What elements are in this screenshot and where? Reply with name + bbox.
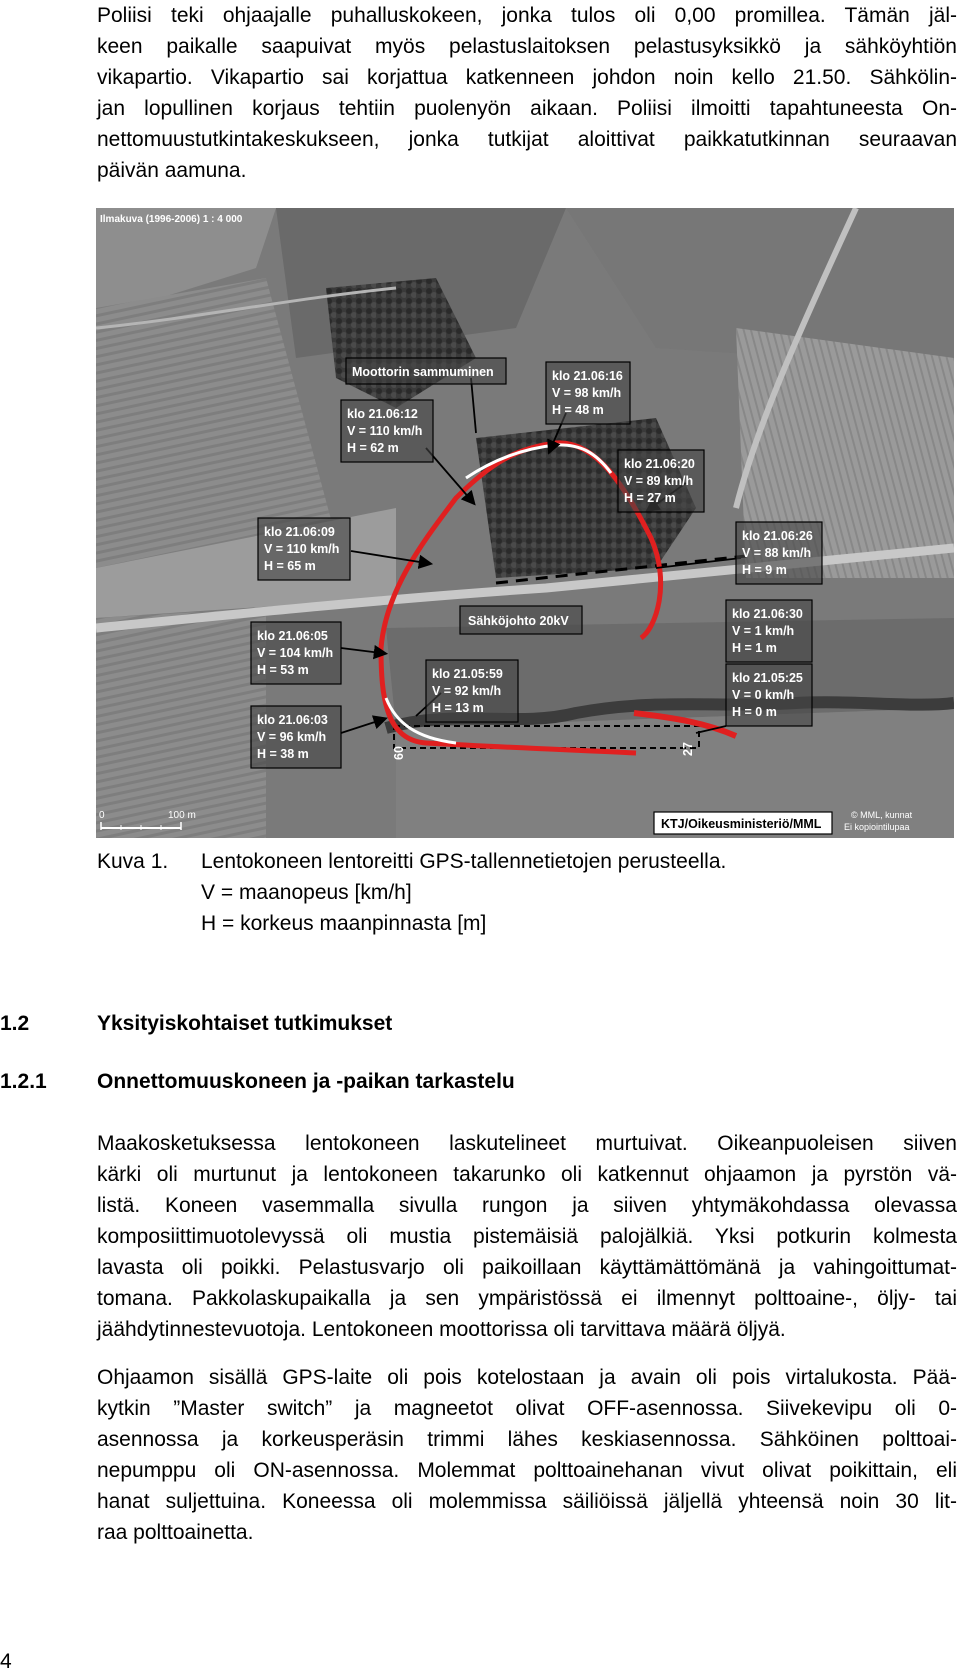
text-line: Maakosketuksessa lentokoneen laskutelineet murtuivat. Oikeanpuoleisen siiven xyxy=(97,1132,957,1155)
scale-start-label: 0 xyxy=(99,810,105,821)
point-label xyxy=(251,706,341,768)
point-speed: V = 89 km/h xyxy=(624,474,694,488)
point-speed: V = 1 km/h xyxy=(732,624,795,638)
point-label xyxy=(426,660,518,722)
point-label xyxy=(546,362,630,424)
label-engine-stop xyxy=(346,358,506,384)
text-line: asennossa ja korkeusperäsin trimmi lähes keskiasennossa. Sähköinen polttoai- xyxy=(97,1428,957,1451)
point-height: H = 62 m xyxy=(347,441,399,455)
point-time: klo 21.06:05 xyxy=(257,629,328,643)
point-speed: V = 96 km/h xyxy=(257,730,327,744)
text-line: Poliisi teki ohjaajalle puhalluskokeen, jonka tulos oli 0,00 promillea. Tämän jäl- xyxy=(97,4,957,27)
point-height: H = 38 m xyxy=(257,747,309,761)
text-line: jan lopullinen korjaus tehtiin puolenyön aikaan. Poliisi ilmoitti tapahtuneesta On- xyxy=(97,97,957,120)
point-speed: V = 110 km/h xyxy=(264,542,340,556)
point-time: klo 21.06:20 xyxy=(624,457,695,471)
point-speed: V = 88 km/h xyxy=(742,546,812,560)
point-time: klo 21.05:59 xyxy=(432,667,503,681)
runway-end-number: 27 xyxy=(681,742,695,756)
credit-box xyxy=(654,812,832,834)
subsection-number: 1.2.1 xyxy=(0,1070,47,1093)
point-height: H = 27 m xyxy=(624,491,676,505)
point-height: H = 53 m xyxy=(257,663,309,677)
point-time: klo 21.06:09 xyxy=(264,525,335,539)
point-time: klo 21.06:26 xyxy=(742,529,813,543)
text-line: komposiittimuotolevyssä oli mustia pistemäisiä palojälkiä. Yksi potkurin kolmesta xyxy=(97,1225,957,1248)
intro-paragraph xyxy=(97,0,957,186)
point-height: H = 9 m xyxy=(742,563,787,577)
section-number: 1.2 xyxy=(0,1012,30,1035)
text-line: raa polttoainetta. xyxy=(97,1521,254,1544)
subsection-title: Onnettomuuskoneen ja -paikan tarkastelu xyxy=(97,1070,515,1093)
point-height: H = 65 m xyxy=(264,559,316,573)
field-far-southwest xyxy=(96,608,266,838)
text-line: Ohjaamon sisällä GPS-laite oli pois kotelostaan ja avain oli pois virtalukosta. Pää- xyxy=(97,1366,957,1389)
text-line: tomana. Pakkolaskupaikalla ja sen ympäristössä ei ilmennyt polttoaine-, öljy- tai xyxy=(97,1287,957,1310)
caption-label: Kuva 1. xyxy=(97,850,169,873)
credit-text: KTJ/Oikeusministeriö/MML xyxy=(661,817,822,831)
text-line: hanat suljettuina. Koneessa oli molemmissa säiliöissä jäljellä yhteensä noin 30 lit- xyxy=(97,1490,957,1513)
text-line: päivän aamuna. xyxy=(97,159,247,182)
caption-line: V = maanopeus [km/h] xyxy=(201,881,412,904)
text-line: kärki oli murtunut ja lentokoneen takarunko oli katkennut ohjaamon ja pyrstön vä- xyxy=(97,1163,957,1186)
text-line: keen paikalle saapuivat myös pelastuslaitoksen pelastusyksikkö ja sähköyhtiön xyxy=(97,35,957,58)
scale-end-label: 100 m xyxy=(168,810,196,821)
text-line: jäähdytinnestevuotoja. Lentokoneen moottorissa oli tarvittava määrä öljyä. xyxy=(97,1318,786,1341)
aerial-map-figure xyxy=(96,208,954,838)
point-time: klo 21.06:12 xyxy=(347,407,418,421)
body-paragraph xyxy=(97,1362,957,1548)
powerline-text: Sähköjohto 20kV xyxy=(468,614,569,628)
point-speed: V = 0 km/h xyxy=(732,688,795,702)
point-time: klo 21.06:30 xyxy=(732,607,803,621)
point-height: H = 1 m xyxy=(732,641,777,655)
text-line: vikapartio. Vikapartio sai korjattua katkenneen johdon noin kello 21.50. Sähkölin- xyxy=(97,66,957,89)
point-time: klo 21.06:16 xyxy=(552,369,623,383)
text-line: nepumppu oli ON-asennossa. Molemmat polttoainehanan vivut olivat poikittain, eli xyxy=(97,1459,957,1482)
map-title: Ilmakuva (1996-2006) 1 : 4 000 xyxy=(100,214,243,225)
point-label xyxy=(726,600,812,662)
text-line: lavasta oli poikki. Pelastusvarjo oli paikoillaan käyttämättömänä ja vahingoittumat- xyxy=(97,1256,957,1279)
point-speed: V = 98 km/h xyxy=(552,386,622,400)
copyright-text-2: Ei kopiointilupaa xyxy=(844,822,910,832)
point-height: H = 13 m xyxy=(432,701,484,715)
point-label xyxy=(258,518,350,580)
point-height: H = 0 m xyxy=(732,705,777,719)
point-height: H = 48 m xyxy=(552,403,604,417)
map-graphic xyxy=(96,208,954,838)
powerline-label xyxy=(460,606,582,634)
point-time: klo 21.05:25 xyxy=(732,671,803,685)
point-label xyxy=(726,664,812,726)
text-line: nettomuustutkintakeskukseen, jonka tutkijat aloittivat paikkatutkinnan seuraavan xyxy=(97,128,957,151)
caption-line: H = korkeus maanpinnasta [m] xyxy=(201,912,487,935)
text-line: kytkin ”Master switch” ja magneetot olivat OFF-asennossa. Siivekevipu oli 0- xyxy=(97,1397,957,1420)
point-speed: V = 92 km/h xyxy=(432,684,502,698)
point-speed: V = 104 km/h xyxy=(257,646,334,660)
body-paragraph xyxy=(97,1128,957,1345)
point-time: klo 21.06:03 xyxy=(257,713,328,727)
point-speed: V = 110 km/h xyxy=(347,424,423,438)
engine-label: Moottorin sammuminen xyxy=(352,365,494,379)
section-title: Yksityiskohtaiset tutkimukset xyxy=(97,1012,393,1035)
text-line: listä. Koneen vasemmalla sivulla rungon ja siiven yhtymäkohdassa olevassa xyxy=(97,1194,957,1217)
copyright-text: © MML, kunnat xyxy=(851,810,913,820)
runway-start-number: 60 xyxy=(392,746,406,760)
point-label xyxy=(736,522,822,584)
caption-line: Lentokoneen lentoreitti GPS-tallennetietojen perusteella. xyxy=(201,850,727,873)
point-label xyxy=(251,622,341,684)
page-number: 4 xyxy=(0,1650,12,1673)
point-label xyxy=(618,450,704,512)
point-label xyxy=(341,400,433,462)
